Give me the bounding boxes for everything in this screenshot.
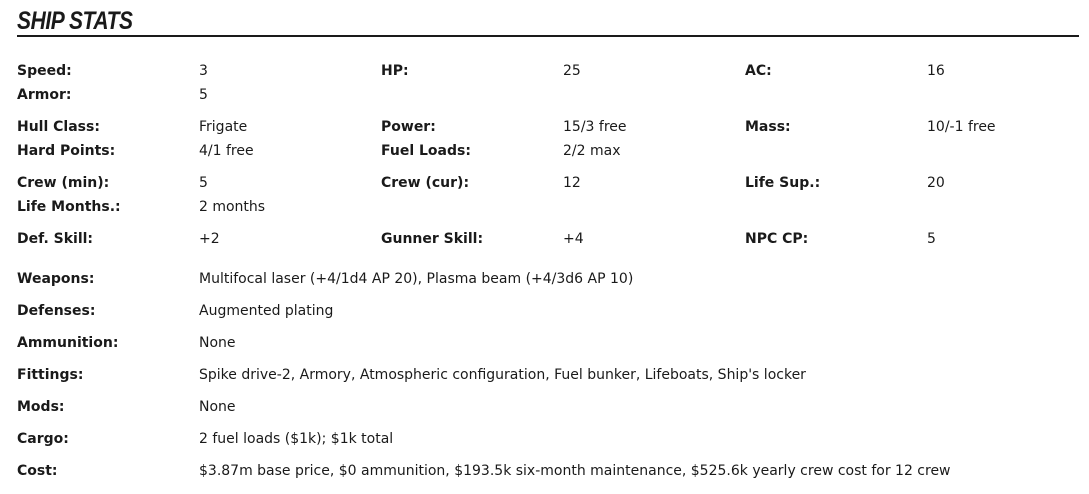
power-label: Power: bbox=[381, 119, 436, 135]
crew-min-label: Crew (min): bbox=[17, 175, 110, 191]
npc-cp-value: 5 bbox=[927, 231, 936, 247]
defenses-label: Defenses: bbox=[17, 303, 96, 319]
speed-label: Speed: bbox=[17, 63, 72, 79]
mass-label: Mass: bbox=[745, 119, 791, 135]
fuel-loads-value: 2/2 max bbox=[563, 143, 621, 159]
power-value: 15/3 free bbox=[563, 119, 627, 135]
crew-cur-label: Crew (cur): bbox=[381, 175, 470, 191]
life-sup-value: 20 bbox=[927, 175, 945, 191]
hp-value: 25 bbox=[563, 63, 581, 79]
cargo-value: 2 fuel loads ($1k); $1k total bbox=[199, 431, 394, 447]
npc-cp-label: NPC CP: bbox=[745, 231, 809, 247]
cost-value: $3.87m base price, $0 ammunition, $193.5k six-month maintenance, $525.6k yearly crew cost for 12 crew bbox=[199, 463, 951, 479]
life-sup-label: Life Sup.: bbox=[745, 175, 821, 191]
mods-label: Mods: bbox=[17, 399, 65, 415]
fuel-loads-label: Fuel Loads: bbox=[381, 143, 471, 159]
hull-class-label: Hull Class: bbox=[17, 119, 100, 135]
speed-value: 3 bbox=[199, 63, 208, 79]
title-divider bbox=[17, 35, 1079, 37]
hull-class-value: Frigate bbox=[199, 119, 248, 135]
life-months-value: 2 months bbox=[199, 199, 266, 215]
ac-value: 16 bbox=[927, 63, 945, 79]
hard-points-value: 4/1 free bbox=[199, 143, 254, 159]
ac-label: AC: bbox=[745, 63, 772, 79]
weapons-label: Weapons: bbox=[17, 271, 95, 287]
defenses-value: Augmented plating bbox=[199, 303, 334, 319]
mass-value: 10/-1 free bbox=[927, 119, 996, 135]
crew-cur-value: 12 bbox=[563, 175, 581, 191]
def-skill-value: +2 bbox=[199, 231, 220, 247]
ammunition-value: None bbox=[199, 335, 236, 351]
cost-label: Cost: bbox=[17, 463, 58, 479]
life-months-label: Life Months.: bbox=[17, 199, 121, 215]
mods-value: None bbox=[199, 399, 236, 415]
gunner-skill-label: Gunner Skill: bbox=[381, 231, 484, 247]
fittings-label: Fittings: bbox=[17, 367, 84, 383]
armor-value: 5 bbox=[199, 87, 208, 103]
def-skill-label: Def. Skill: bbox=[17, 231, 94, 247]
fittings-value: Spike drive-2, Armory, Atmospheric configuration, Fuel bunker, Lifeboats, Ship's locker bbox=[199, 367, 806, 383]
ammunition-label: Ammunition: bbox=[17, 335, 119, 351]
page-title: SHIP STATS bbox=[17, 7, 133, 35]
armor-label: Armor: bbox=[17, 87, 72, 103]
cargo-label: Cargo: bbox=[17, 431, 69, 447]
gunner-skill-value: +4 bbox=[563, 231, 584, 247]
weapons-value: Multifocal laser (+4/1d4 AP 20), Plasma beam (+4/3d6 AP 10) bbox=[199, 271, 634, 287]
hard-points-label: Hard Points: bbox=[17, 143, 116, 159]
crew-min-value: 5 bbox=[199, 175, 208, 191]
hp-label: HP: bbox=[381, 63, 409, 79]
